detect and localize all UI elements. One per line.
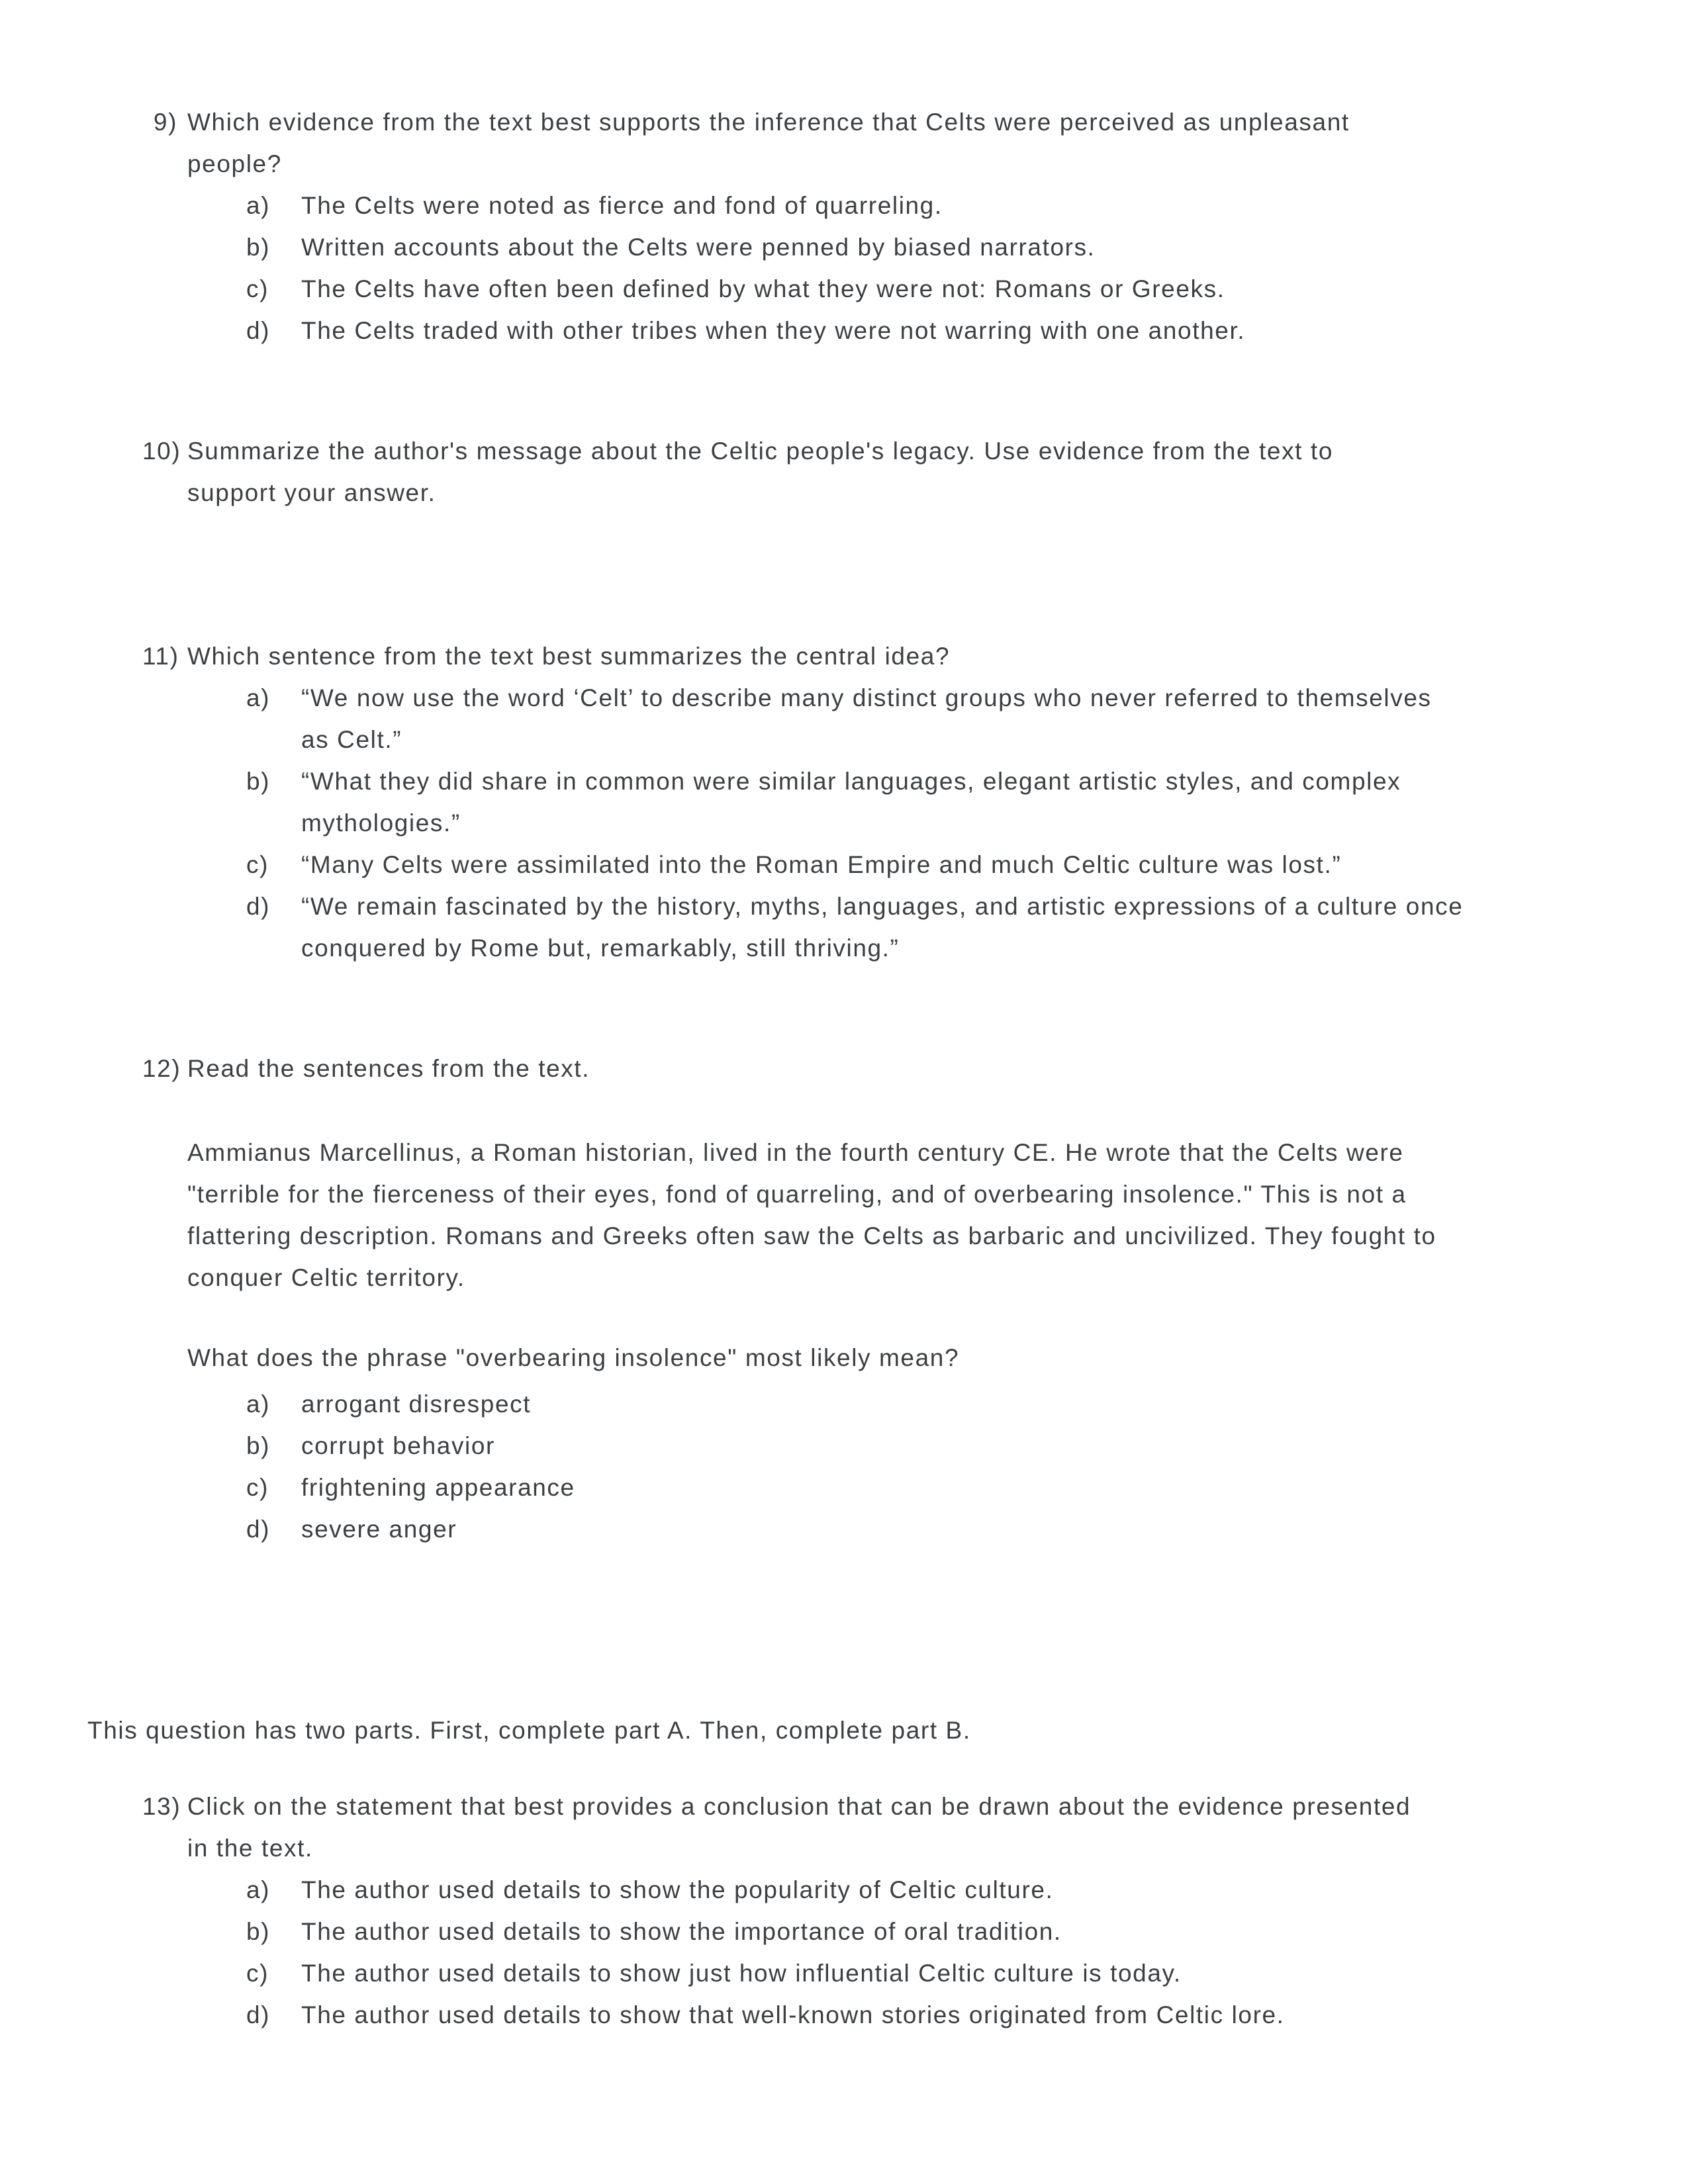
option-letter: c) <box>246 1474 269 1501</box>
option-letter: b) <box>246 768 271 795</box>
question-9-option-a[interactable] <box>246 185 1350 226</box>
option-letter: d) <box>246 893 271 920</box>
question-stem-line: Read the sentences from the text. <box>187 1055 590 1082</box>
option-text: frightening appearance <box>301 1474 575 1501</box>
option-letter: d) <box>246 2001 271 2028</box>
question-stem-line: Summarize the author's message about the Celtic people's legacy. Use evidence from the text to <box>187 437 1333 465</box>
option-text: The Celts traded with other tribes when they were not warring with one another. <box>301 317 1246 344</box>
question-stem-line: Which sentence from the text best summarizes the central idea? <box>187 643 951 670</box>
passage-line: Ammianus Marcellinus, a Roman historian, lived in the fourth century CE. He wrote that the Celts were <box>187 1139 1404 1166</box>
question-9-option-b[interactable] <box>246 226 1350 268</box>
option-letter: d) <box>246 1516 271 1543</box>
question-number: 13) <box>142 1793 181 1820</box>
option-text: “Many Celts were assimilated into the Roman Empire and much Celtic culture was lost.” <box>301 851 1342 878</box>
question-9 <box>142 101 1350 351</box>
question-12-options <box>246 1383 575 1550</box>
question-stem-line: Which evidence from the text best supports the inference that Celts were perceived as unpleasant <box>187 109 1350 136</box>
question-12-option-a[interactable] <box>246 1383 575 1425</box>
question-12-option-c[interactable] <box>246 1467 575 1508</box>
option-letter: a) <box>246 684 271 711</box>
question-12-option-b[interactable] <box>246 1425 575 1467</box>
option-letter: a) <box>246 192 271 219</box>
option-letter: d) <box>246 317 271 344</box>
option-text: The author used details to show the importance of oral tradition. <box>301 1918 1062 1945</box>
option-text: severe anger <box>301 1516 457 1543</box>
option-text: The author used details to show that well-known stories originated from Celtic lore. <box>301 2001 1285 2028</box>
option-letter: a) <box>246 1390 271 1418</box>
option-text: corrupt behavior <box>301 1432 495 1459</box>
question-11-option-b[interactable] <box>246 760 1463 844</box>
question-9-option-d[interactable] <box>246 310 1350 351</box>
question-12 <box>142 1048 590 1089</box>
option-letter: b) <box>246 234 271 261</box>
question-11 <box>142 635 1463 969</box>
option-text-line: “What they did share in common were similar languages, elegant artistic styles, and complex <box>301 768 1401 795</box>
question-stem-line: people? <box>187 150 282 177</box>
option-text: Written accounts about the Celts were penned by biased narrators. <box>301 234 1096 261</box>
question-13 <box>142 1786 1411 2036</box>
question-13-option-b[interactable] <box>246 1911 1411 1952</box>
question-number: 11) <box>142 643 179 670</box>
question-13-option-d[interactable] <box>246 1994 1411 2036</box>
option-text: The Celts have often been defined by what they were not: Romans or Greeks. <box>301 275 1225 302</box>
question-11-option-a[interactable] <box>246 677 1463 760</box>
option-letter: c) <box>246 1960 269 1987</box>
question-stem-line: in the text. <box>187 1835 313 1862</box>
question-13-option-a[interactable] <box>246 1869 1411 1911</box>
option-letter: b) <box>246 1432 271 1459</box>
option-text-line: conquered by Rome but, remarkably, still thriving.” <box>301 934 900 962</box>
option-letter: c) <box>246 851 269 878</box>
option-text-line: “We remain fascinated by the history, myths, languages, and artistic expressions of a culture once <box>301 893 1464 920</box>
question-13-option-c[interactable] <box>246 1952 1411 1994</box>
question-11-option-d[interactable] <box>246 886 1463 969</box>
question-9-option-c[interactable] <box>246 268 1350 310</box>
subquestion-text: What does the phrase "overbearing insolence" most likely mean? <box>187 1344 960 1371</box>
option-text: The author used details to show the popularity of Celtic culture. <box>301 1876 1054 1903</box>
question-number: 12) <box>142 1055 181 1082</box>
option-letter: c) <box>246 275 269 302</box>
question-stem-line: support your answer. <box>187 479 436 506</box>
option-text: The author used details to show just how influential Celtic culture is today. <box>301 1960 1182 1987</box>
question-12-option-d[interactable] <box>246 1508 575 1550</box>
option-text <box>301 760 1401 844</box>
question-number: 10) <box>142 437 181 465</box>
question-stem-line: Click on the statement that best provides a conclusion that can be drawn about the evidence presented <box>187 1793 1411 1820</box>
question-12-passage <box>187 1132 1436 1298</box>
passage-line: conquer Celtic territory. <box>187 1264 465 1291</box>
instruction-text: This question has two parts. First, complete part A. Then, complete part B. <box>87 1717 971 1744</box>
two-part-instruction <box>87 1709 971 1751</box>
option-text-line: mythologies.” <box>301 809 461 837</box>
option-text-line: as Celt.” <box>301 726 402 753</box>
question-10 <box>142 430 1333 514</box>
question-11-option-c[interactable] <box>246 844 1463 886</box>
option-letter: a) <box>246 1876 271 1903</box>
option-text: arrogant disrespect <box>301 1390 532 1418</box>
option-text <box>301 677 1432 760</box>
question-12-subquestion <box>187 1337 959 1379</box>
option-text-line: “We now use the word ‘Celt’ to describe many distinct groups who never referred to themselves <box>301 684 1432 711</box>
question-number: 9) <box>153 109 177 136</box>
passage-line: "terrible for the fierceness of their eyes, fond of quarreling, and of overbearing insolence." This is not a <box>187 1181 1407 1208</box>
passage-line: flattering description. Romans and Greeks often saw the Celts as barbaric and uncivilized. They fought to <box>187 1222 1436 1250</box>
option-letter: b) <box>246 1918 271 1945</box>
option-text <box>301 886 1463 969</box>
option-text: The Celts were noted as fierce and fond of quarreling. <box>301 192 943 219</box>
